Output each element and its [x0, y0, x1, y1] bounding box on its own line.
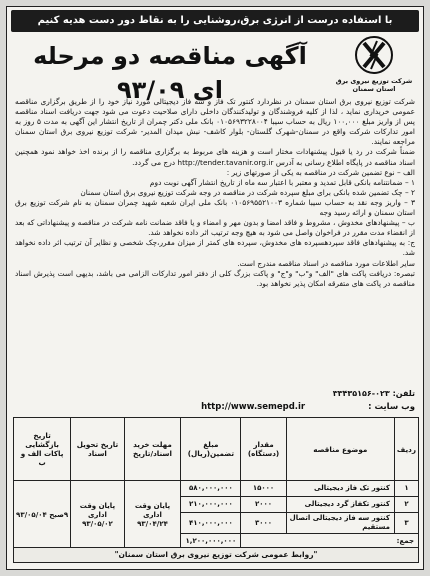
website-url[interactable]: http://www.semepd.ir — [201, 402, 306, 412]
total-value: ۱,۲۰۰,۰۰۰,۰۰۰ — [181, 534, 241, 550]
body-paragraph: ۲ – چک تضمین شده بانکی برای مبلغ سپرده شرکت در مناقصه در وجه شرکت توزیع نیروی برق استان سمنان — [80, 187, 415, 197]
row-number: ۲ — [394, 497, 418, 513]
table-header-row — [14, 418, 419, 481]
body-paragraph: ۳ – واریز وجه نقد به حساب سیبا شماره ۰۱۰۵۶۹۵۵۲۱۰۰۳ بانک ملی ایران شعبه شهید چمران سمنان به نام شرکت توزیع برق استان سمنان و ارائه رسید وجه — [15, 197, 415, 218]
ad-title: آگهی مناقصه دو مرحله ای ۹۳/۰۹ — [33, 42, 307, 104]
body-paragraph: تبصره: دریافت پاکت های "الف" و"ب" و"ج" و پاکت بزرگ کلی از دفتر امور تدارکات الزامی می باشد، بدیهی است پذیرش اسناد مناقصه در پاکت های متفرقه امکان پذیر نخواهد بود. — [15, 268, 415, 288]
row-quantity: ۲۰۰۰ — [241, 497, 286, 513]
col-header-purchase-deadline: مهلت خرید اسناد/تاریخ — [124, 418, 181, 481]
col-header-opening-date: تاریخ بازگشایی پاکات الف و ب — [14, 418, 71, 481]
row-guarantee: ۲۱۰,۰۰۰,۰۰۰ — [181, 497, 241, 513]
purchase-deadline-cell: پایان وقت اداری ۹۳/۰۴/۲۴ — [124, 481, 181, 550]
total-label: جمع: — [241, 534, 419, 550]
body-paragraph: ج: به پیشنهادهای فاقد سپردهسپرده های مخدوش، سپرده های کمتر از میزان مقرر،چک شخصی و نظایر آن ترتیب اثر داده نخواهد شد. — [15, 238, 415, 258]
row-guarantee: ۵۸۰,۰۰۰,۰۰۰ — [181, 481, 241, 497]
row-number: ۱ — [394, 481, 418, 497]
row-guarantee: ۴۱۰,۰۰۰,۰۰۰ — [181, 513, 241, 534]
company-name-line1: شرکت توزیع نیروی برق — [335, 77, 413, 85]
row-subject: کنتور تک فاز دیجیتالی — [286, 481, 394, 497]
row-subject: کنتور تکفاز گرد دیجیتالی — [286, 497, 394, 513]
delivery-date-cell: پایان وقت اداری ۹۳/۰۵/۰۲ — [71, 481, 124, 550]
ad-body — [15, 97, 415, 289]
body-paragraph: الف – نوع تضمین شرکت در مناقصه به یکی از صورتهای زیر : — [226, 167, 415, 177]
row-subject: کنتور سه فاز دیجیتالی اتصال مستقیم — [286, 513, 394, 534]
body-paragraph: ۱ – ضمانتنامه بانکی قابل تمدید و معتبر با اعتبار سه ماه از تاریخ انتشار آگهی نوبت دوم — [149, 177, 415, 187]
website-label: وب سایت : — [368, 402, 415, 412]
top-banner: با استفاده درست از انرژی برق،روشنایی را به نقاط دور دست هدیه کنیم — [11, 10, 419, 32]
company-logo-icon — [351, 35, 397, 75]
col-header-subject: موضوع مناقصه — [286, 418, 394, 481]
table-row — [14, 481, 419, 497]
website-line — [15, 401, 415, 414]
col-header-delivery-date: تاریخ تحویل اسناد — [71, 418, 124, 481]
col-header-quantity: مقدار (دستگاه) — [241, 418, 286, 481]
row-quantity: ۱۵۰۰۰ — [241, 481, 286, 497]
row-quantity: ۳۰۰۰ — [241, 513, 286, 534]
body-paragraph: ضمناً شرکت در رد یا قبول پیشنهادات مختار است و هزینه های مربوط به برگزاری مناقصه را از برنده اخذ خواهد نمود همچنین اسناد مناقصه در پایگاه اطلاع رسانی به آدرس http://tender.tavanir.org.ir درج می گردد. — [15, 147, 415, 167]
opening-date-cell: ۹صبح ۹۳/۰۵/۰۴ — [14, 481, 71, 550]
body-paragraph: سایر اطلاعات مورد مناقصه در اسناد مناقصه مندرج است. — [237, 258, 415, 268]
phone-label: تلفن: — [392, 389, 415, 398]
body-paragraph: ب – پیشنهادهای مخدوش ، مشروط و فاقد امضا و بدون مهر و امضاء و یا فاقد ضمانت نامه شرکت در مناقصه و پیشنهاداتی که بعد از انقضاء مدت مقرر در فراخوان واصل می شود به هیچ وجه ترتیب اثر داده نخواهد شد. — [15, 218, 415, 238]
tender-table — [13, 417, 419, 550]
phone-number: ۰۲۳-۳۳۴۳۵۱۵۶ — [332, 389, 390, 398]
company-name-line2: استان سمنان — [352, 85, 396, 93]
col-header-row-number: ردیف — [394, 418, 418, 481]
newspaper-ad — [6, 6, 424, 570]
body-paragraph: شرکت توزیع نیروی برق استان سمنان در نظردارد کنتور تک فاز و سه فاز دیجیتالی مورد نیاز خود را از طریق برگزاری مناقصه عمومی خریداری نماید ، لذا از کلیه فروشندگان و تولیدکنندگان داخلی دارای صلاحیت دعوت می شود جهت دریافت اسناد مناقصه پس از واریز مبلغ ۱۰۰,۰۰۰ ریال به حساب سیبا ۰۱۰۵۶۹۳۲۲۸۰۰۴ بانک ملی دکتر چمران از تاریخ انتشار این آگهی به مدت ۵ روز به امور تدارکات شرکت واقع در سمنان-شهرک گلستان- بلوار کاشف- نبش میدان المدیر- شرکت توزیع نیروی برق استان سمنان مراجعه نمایند. — [15, 97, 415, 147]
phone-line — [15, 388, 415, 400]
company-logo — [331, 35, 417, 95]
public-relations-footer: "روابط عمومی شرکت توزیع نیروی برق استان سمنان" — [13, 547, 419, 563]
row-number: ۳ — [394, 513, 418, 534]
company-name — [331, 77, 417, 93]
col-header-guarantee: مبلغ تضمین(ریال) — [181, 418, 241, 481]
